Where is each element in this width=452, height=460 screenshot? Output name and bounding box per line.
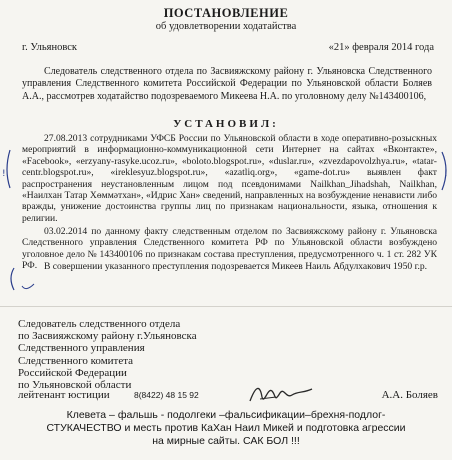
stamp-line: Следственного управления [18,342,145,355]
signature-row [18,389,438,403]
established-heading: УСТАНОВИЛ: [173,118,279,130]
caption-line: СТУКАЧЕСТВО и месть против КаХан Наил Микей и подготовка агрессии [46,422,406,435]
stamp-line: Следственного комитета [18,354,134,367]
exclamation-mark-icon: ! [2,169,6,179]
document-subtitle: об удовлетворении ходатайства [155,21,297,32]
intro-paragraph: Следователь следственного отдела по Засвияжскому району г. Ульяновска Следственного управления Следственного комитета Российской Федерации по Ульяновской области Боляев А.А., рассмотрев ходатайство подозреваемого Микеева Н.А. по уголовному делу №143400106, [22,66,432,102]
tick-mark-icon [22,284,34,289]
scan-fold-line [0,306,452,307]
stamp-line: по Ульяновской области [18,379,132,392]
facts-paragraph-2: 03.02.2014 по данному факту следственным отделом по Засвияжскому району г. Ульяновска Следственного управления Следственного комитета РФ по Ульяновской области возбуждено уголовное дело № 143400106 по признакам состава преступления, предусмотренного ч. 1 ст. 282 УК РФ. [22,226,437,272]
signer-phone: 8(8422) 48 15 92 [134,390,199,400]
caption-line: на мирные сайты. САК БОЛ !!! [152,435,300,448]
caption-line: Клевета – фальшь - подолгеки –фальсификации–брехня-подлог- [66,409,386,421]
stamp-line: Российской Федерации [18,366,127,379]
bracket-mark-icon [7,150,10,188]
document-date: «21» февраля 2014 года [328,42,434,53]
facts-paragraph-3: В совершении указанного преступления подозревается Микеев Наиль Абдулхакович 1950 г.р. [44,261,428,272]
stamp-line: Следователь следственного отдела [18,318,181,330]
stamp-line: по Засвияжскому району г.Ульяновска [18,330,197,343]
document-title: ПОСТАНОВЛЕНИЕ [163,6,289,20]
handwritten-signature-icon [246,381,316,407]
exclamation-mark-icon: ! [444,169,448,179]
facts-paragraph-1: 27.08.2013 сотрудниками УФСБ России по Ульяновской области в ходе оперативно-розыскных мероприятий в информационно-коммуникационной сети Интернет на сайтах «Вконтакте», «Facebook», «erzyany-rasyke.ucoz.ru», «boloto.blogspot.ru», «duslar.ru», «zvezdapovolzhya.ru», «tatar-centr.blogspot.ru», «ireklesyuz.blogspot.ru», «azatliq.org», «game-dot.ru» выявлен факт распространения неустановленным лицом под псевдонимами Nailkhan_Jihadshah, Nailkhan, «Наилхан Татар Хөммәтхан», «Идрис Хан» сведений, направленных на возбуждение ненависти либо вражды, унижение достоинства группы лиц по признакам национальности, языка, отношения к религии. [22,133,437,224]
signer-rank: лейтенант юстиции [18,389,110,401]
overlay-caption [0,409,452,449]
investigator-stamp [18,318,197,391]
bracket-mark-icon [442,152,446,190]
bracket-mark-icon [11,268,14,290]
signer-name: А.А. Боляев [381,389,438,401]
document-city: г. Ульяновск [22,42,78,53]
